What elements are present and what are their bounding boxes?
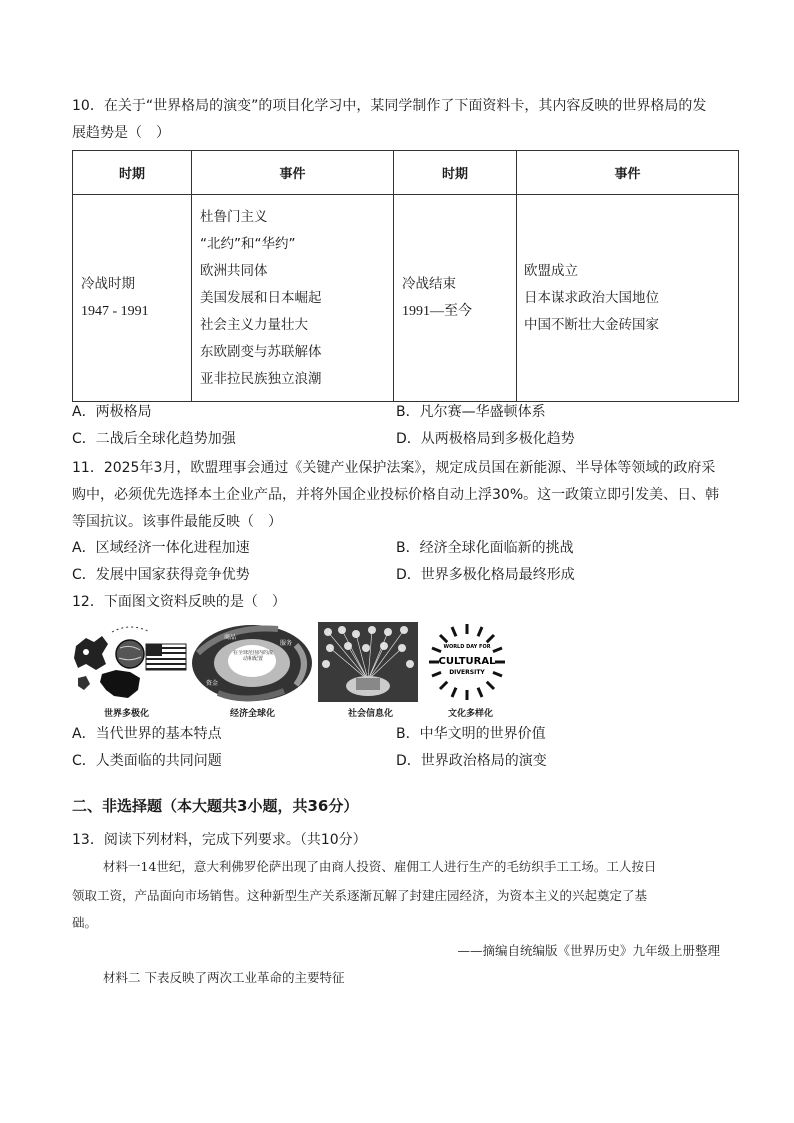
q12-option-a[interactable]: A．当代世界的基本特点 [72, 726, 222, 742]
q13-stem: 13．阅读下列材料，完成下列要求。（共10分） [72, 832, 367, 848]
material-1-line2: 领取工资，产品面向市场销售。这种新型生产关系逐渐瓦解了封建庄园经济，为资本主义的兴起奠定了基 [72, 888, 648, 903]
image-label-cultural-diversity: 文化多样化 [448, 709, 494, 719]
cultural-diversity-image [424, 622, 510, 702]
q10-stem [72, 93, 732, 147]
table-header-period-1: 时期 [73, 151, 192, 195]
q11-option-d[interactable]: D．世界多极化格局最终形成 [396, 567, 575, 583]
social-informatization-image [318, 622, 418, 702]
economic-globalization-image [188, 623, 316, 703]
table-header-period-2: 时期 [394, 151, 517, 195]
event-item: 欧盟成立 [524, 262, 578, 279]
post-cold-war-period-cell [394, 195, 517, 402]
event-item: 美国发展和日本崛起 [200, 289, 322, 306]
ring-word: 资金 [206, 680, 219, 687]
ring-word: 商品 [224, 634, 237, 641]
image-label-globalization: 经济全球化 [230, 709, 276, 719]
q12-option-d[interactable]: D．世界政治格局的演变 [396, 753, 547, 769]
material-2-intro: 材料二 下表反映了两次工业革命的主要特征 [103, 970, 345, 985]
event-item: 中国不断壮大金砖国家 [524, 316, 659, 333]
badge-word: CULTURAL [438, 656, 496, 667]
period-years: 1947 - 1991 [81, 304, 149, 319]
event-item: 杜鲁门主义 [200, 208, 268, 225]
material-1-source: ——摘编自统编版《世界历史》九年级上册整理 [457, 943, 720, 958]
material-1-line1: 材料一14世纪，意大利佛罗伦萨出现了由商人投资、雇佣工人进行生产的毛纺织手工工场。工人按日 [103, 859, 657, 874]
section-2-title: 二、非选择题（本大题共3小题，共36分） [72, 797, 359, 815]
event-item: “北约”和“华约” [200, 235, 296, 252]
q11-stem-line3: 等国抗议。该事件最能反映（ ） [72, 514, 282, 530]
event-item: 日本谋求政治大国地位 [524, 289, 659, 306]
post-cold-war-events-cell [517, 195, 739, 402]
q11-stem-line1: 11．2025年3月，欧盟理事会通过《关键产业保护法案》，规定成员国在新能源、半导体等领域的政府采 [72, 460, 716, 476]
period-label: 冷战结束 [402, 276, 456, 292]
q12-image-strip [72, 624, 512, 718]
event-item: 东欧剧变与苏联解体 [200, 343, 322, 360]
material-1-line3: 础。 [72, 915, 98, 930]
ring-center-text: 在全球范围内的流动和配置 [232, 650, 273, 662]
q10-stem-line1: 10．在关于“世界格局的演变”的项目化学习中，某同学制作了下面资料卡，其内容反映的世界格局的发 [72, 98, 707, 114]
q12-option-c[interactable]: C．人类面临的共同问题 [72, 753, 222, 769]
q10-option-a[interactable]: A．两极格局 [72, 404, 152, 420]
table-header-event-1: 事件 [192, 151, 394, 195]
q11-stem-line2: 购中，必须优先选择本土企业产品，并将外国企业投标价格自动上浮30%。这一政策立即引发美、日、韩 [72, 487, 720, 503]
q10-stem-line2: 展趋势是（ ） [72, 125, 170, 141]
q11-option-c[interactable]: C．发展中国家获得竞争优势 [72, 567, 250, 583]
q11-option-a[interactable]: A．区域经济一体化进程加速 [72, 540, 250, 556]
event-item: 欧洲共同体 [200, 262, 268, 279]
q11-option-b[interactable]: B．经济全球化面临新的挑战 [396, 540, 574, 556]
badge-word: WORLD DAY FOR [443, 644, 491, 650]
q12-option-b[interactable]: B．中华文明的世界价值 [396, 726, 546, 742]
q10-option-c[interactable]: C．二战后全球化趋势加强 [72, 431, 236, 447]
event-item: 亚非拉民族独立浪潮 [200, 370, 322, 387]
table-header-event-2: 事件 [517, 151, 739, 195]
q11-stem [72, 455, 732, 536]
world-multipolarization-image [72, 624, 190, 702]
badge-word: DIVERSITY [449, 669, 485, 676]
image-label-multipolarization: 世界多极化 [104, 709, 150, 719]
period-label: 冷战时期 [81, 276, 135, 292]
cold-war-events-cell [192, 195, 394, 402]
event-item: 社会主义力量壮大 [200, 316, 308, 333]
cold-war-period-cell [73, 195, 192, 402]
ring-word: 服务 [280, 640, 293, 647]
period-years: 1991—至今 [402, 304, 472, 319]
q10-data-card-table [72, 150, 739, 402]
q10-option-d[interactable]: D．从两极格局到多极化趋势 [396, 431, 575, 447]
image-label-informatization: 社会信息化 [348, 709, 394, 719]
q10-option-b[interactable]: B．凡尔赛—华盛顿体系 [396, 404, 546, 420]
q12-stem: 12．下面图文资料反映的是（ ） [72, 594, 286, 610]
